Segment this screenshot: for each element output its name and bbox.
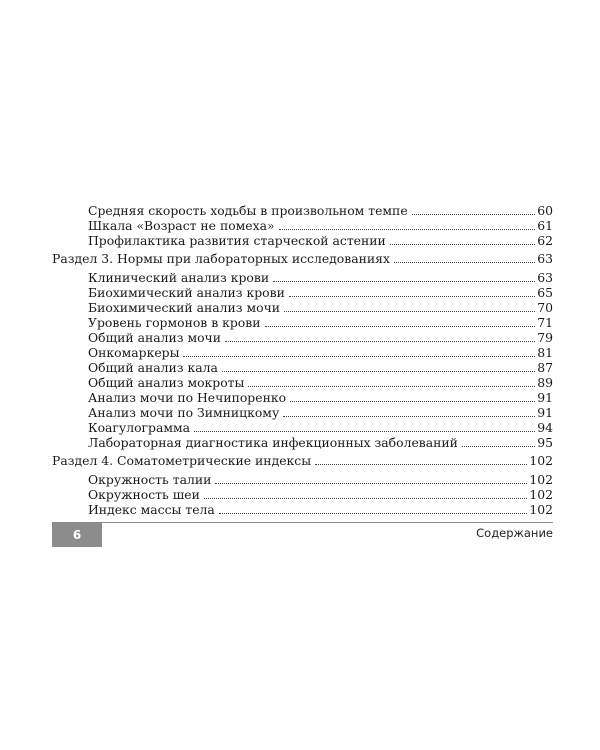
dot-leader xyxy=(194,431,535,432)
toc-entry xyxy=(52,218,553,233)
toc-entry-page: 71 xyxy=(537,315,553,330)
toc-entry xyxy=(52,233,553,248)
dot-leader xyxy=(204,498,528,499)
toc-entry xyxy=(52,285,553,300)
dot-leader xyxy=(225,341,535,342)
toc-entry-page: 102 xyxy=(529,502,553,517)
dot-leader xyxy=(248,386,535,387)
toc-entry-title: Коагулограмма xyxy=(88,420,191,435)
toc-entry-title: Клинический анализ крови xyxy=(88,270,270,285)
toc-entry-title: Раздел 4. Соматометрические индексы xyxy=(52,453,312,468)
toc-entry xyxy=(52,420,553,435)
toc-entry-title: Биохимический анализ мочи xyxy=(88,300,281,315)
dot-leader xyxy=(315,464,527,465)
toc-entry xyxy=(52,270,553,285)
toc-entry xyxy=(52,405,553,420)
toc-entry xyxy=(52,487,553,502)
toc-entry-title: Индекс массы тела xyxy=(88,502,215,517)
toc-entry-title: Общий анализ мочи xyxy=(88,330,221,345)
toc-entry xyxy=(52,390,553,405)
toc-entry-title: Общий анализ кала xyxy=(88,360,218,375)
toc-entry-page: 102 xyxy=(529,453,553,468)
toc-entry xyxy=(52,315,553,330)
toc-entry-page: 63 xyxy=(537,270,553,285)
toc-entry-page: 102 xyxy=(529,472,553,487)
page-number: 6 xyxy=(52,523,102,547)
toc-entry-page: 61 xyxy=(537,218,553,233)
toc-section-entry xyxy=(52,453,553,468)
toc-entry-page: 63 xyxy=(537,251,553,266)
toc-entry-page: 102 xyxy=(529,487,553,502)
toc-entry-page: 89 xyxy=(537,375,553,390)
toc-entry-title: Раздел 3. Нормы при лабораторных исследованиях xyxy=(52,251,390,266)
toc-entry xyxy=(52,360,553,375)
toc-entry-title: Шкала «Возраст не помеха» xyxy=(88,218,275,233)
toc-entry-title: Профилактика развития старческой астении xyxy=(88,233,386,248)
toc-entry-title: Биохимический анализ крови xyxy=(88,285,285,300)
dot-leader xyxy=(462,446,535,447)
toc-entry-title: Анализ мочи по Нечипоренко xyxy=(88,390,287,405)
dot-leader xyxy=(219,513,528,514)
dot-leader xyxy=(279,229,536,230)
dot-leader xyxy=(289,296,535,297)
toc-entry-title: Окружность талии xyxy=(88,472,212,487)
dot-leader xyxy=(222,371,535,372)
toc-section-entry xyxy=(52,251,553,266)
toc-entry-title: Окружность шеи xyxy=(88,487,200,502)
toc-entry xyxy=(52,330,553,345)
running-title: Содержание xyxy=(476,526,553,540)
dot-leader xyxy=(183,356,535,357)
toc-entry-page: 79 xyxy=(537,330,553,345)
toc-entry-title: Уровень гормонов в крови xyxy=(88,315,261,330)
dot-leader xyxy=(273,281,535,282)
toc-entry-title: Лабораторная диагностика инфекционных заболеваний xyxy=(88,435,458,450)
toc-entry xyxy=(52,435,553,450)
toc-entry-title: Анализ мочи по Зимницкому xyxy=(88,405,280,420)
toc-entry xyxy=(52,300,553,315)
toc-entry-page: 62 xyxy=(537,233,553,248)
toc-entry xyxy=(52,203,553,218)
toc-entry-page: 65 xyxy=(537,285,553,300)
toc-entry-page: 60 xyxy=(537,203,553,218)
toc-entry-title: Общий анализ мокроты xyxy=(88,375,245,390)
toc-entry-page: 91 xyxy=(537,405,553,420)
dot-leader xyxy=(284,311,535,312)
toc-entry xyxy=(52,502,553,517)
table-of-contents xyxy=(52,203,553,517)
dot-leader xyxy=(290,401,535,402)
dot-leader xyxy=(283,416,535,417)
toc-entry-title: Онкомаркеры xyxy=(88,345,180,360)
dot-leader xyxy=(215,483,527,484)
toc-entry-page: 95 xyxy=(537,435,553,450)
toc-entry-title: Средняя скорость ходьбы в произвольном темпе xyxy=(88,203,408,218)
toc-entry-page: 81 xyxy=(537,345,553,360)
toc-entry-page: 70 xyxy=(537,300,553,315)
footer-divider xyxy=(52,522,553,523)
toc-entry xyxy=(52,345,553,360)
dot-leader xyxy=(412,214,536,215)
toc-entry-page: 87 xyxy=(537,360,553,375)
toc-entry-page: 91 xyxy=(537,390,553,405)
dot-leader xyxy=(265,326,536,327)
dot-leader xyxy=(390,244,535,245)
toc-entry xyxy=(52,472,553,487)
toc-entry xyxy=(52,375,553,390)
toc-entry-page: 94 xyxy=(537,420,553,435)
dot-leader xyxy=(394,262,535,263)
